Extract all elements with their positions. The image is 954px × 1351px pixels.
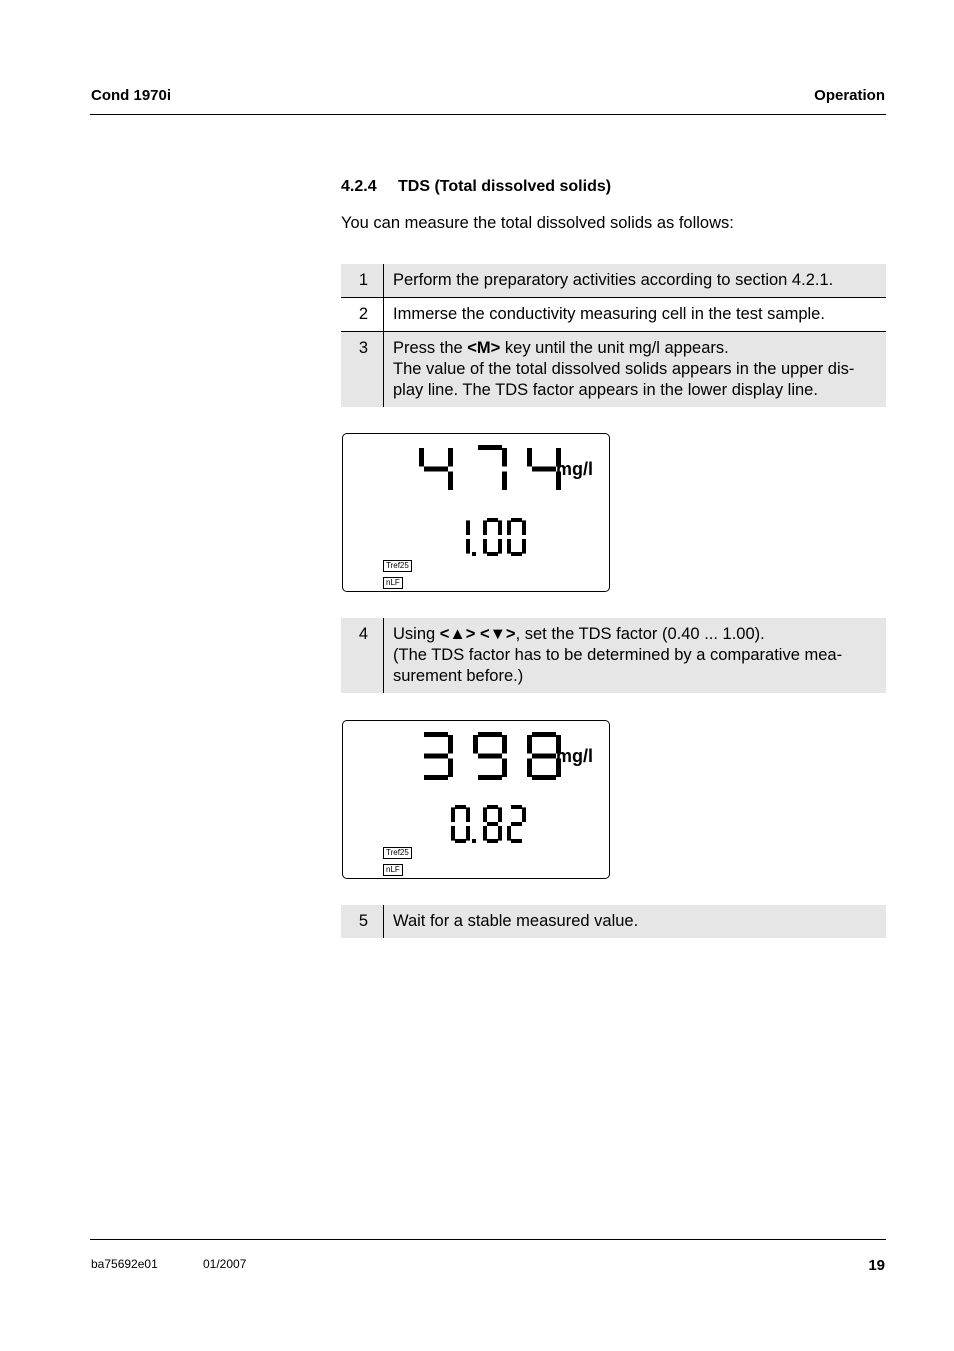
step-text-part: (The TDS factor has to be determined by a comparative mea- <box>393 646 843 664</box>
lcd-segment <box>507 539 511 554</box>
lcd-segment <box>527 448 532 467</box>
header-product: Cond 1970i <box>91 87 172 104</box>
lcd-segment <box>498 807 502 822</box>
indicator-nlf: nLF <box>383 864 403 876</box>
lcd-segment <box>522 539 526 554</box>
lcd-segment <box>498 539 502 554</box>
lcd-segment <box>478 445 502 450</box>
step-text-part: Using <box>393 625 440 643</box>
lcd-segment <box>511 805 522 809</box>
lcd-segment <box>502 448 507 467</box>
lcd-segment <box>511 839 522 843</box>
lcd-segment <box>424 467 448 472</box>
lcd-segment <box>448 472 453 491</box>
lcd-display-1 <box>342 433 610 592</box>
step-number: 5 <box>341 905 384 938</box>
lcd-segment <box>483 520 487 535</box>
step-row <box>341 298 886 332</box>
step-row <box>341 264 886 298</box>
lcd-display-2 <box>342 720 610 879</box>
step-row <box>341 332 886 407</box>
steps-table-3 <box>341 905 886 938</box>
lcd-decimal-point <box>472 552 476 556</box>
lcd-segment <box>448 448 453 467</box>
step-row <box>341 618 886 693</box>
lcd-segment <box>424 732 448 737</box>
lcd-segment <box>466 807 470 822</box>
lcd-segment <box>507 826 511 841</box>
footer-rule <box>90 1239 886 1240</box>
lcd-segment <box>419 448 424 467</box>
lcd-segment <box>483 807 487 822</box>
step-text: Wait for a stable measured value. <box>393 912 639 930</box>
step-text-part: key until the unit mg/l appears. <box>500 339 729 357</box>
steps-table-2 <box>341 618 886 693</box>
step-row <box>341 905 886 938</box>
lcd-segment <box>451 807 455 822</box>
lcd-segment <box>527 759 532 778</box>
lcd-segment <box>478 754 502 759</box>
lcd-segment <box>424 754 448 759</box>
lcd-segment <box>507 520 511 535</box>
lcd-segment <box>487 805 498 809</box>
key-label: <▲> <▼> <box>439 625 516 643</box>
unit-label: mg/l <box>556 459 594 479</box>
step-number: 4 <box>341 618 384 693</box>
lcd-segment <box>466 539 470 554</box>
step-number: 2 <box>341 298 384 331</box>
lcd-segment <box>455 805 466 809</box>
lcd-segment <box>532 732 556 737</box>
step-text-part: play line. The TDS factor appears in the lower display line. <box>393 381 818 399</box>
lcd-segment <box>522 807 526 822</box>
steps-table-1 <box>341 264 886 407</box>
indicator-nlf: nLF <box>383 577 403 589</box>
lcd-segment <box>532 775 556 780</box>
lcd-segment <box>502 472 507 491</box>
lcd-segment <box>466 520 470 535</box>
indicator-tref25: Tref25 <box>383 847 412 859</box>
footer-doc-number: ba75692e01 <box>91 1257 158 1271</box>
lcd-segment <box>448 759 453 778</box>
lcd-segment <box>478 732 502 737</box>
lcd-segment <box>532 467 556 472</box>
step-text <box>384 332 886 407</box>
lcd-segment <box>511 552 522 556</box>
lcd-segment <box>487 552 498 556</box>
lcd-segment <box>466 826 470 841</box>
lcd-segment <box>522 520 526 535</box>
step-number: 1 <box>341 264 384 297</box>
lcd-segment <box>498 826 502 841</box>
lcd-segment <box>502 759 507 778</box>
lcd-segment <box>487 839 498 843</box>
lcd-segment <box>478 775 502 780</box>
intro-text: You can measure the total dissolved solids as follows: <box>341 214 734 232</box>
section-title-text: TDS (Total dissolved solids) <box>398 178 612 195</box>
header-rule <box>90 114 886 115</box>
step-text-part: , set the TDS factor (0.40 ... 1.00). <box>515 625 765 643</box>
footer-date: 01/2007 <box>203 1257 247 1271</box>
lcd-segment <box>483 539 487 554</box>
lcd-segment <box>448 735 453 754</box>
step-text <box>384 618 886 693</box>
lcd-segment <box>483 826 487 841</box>
step-text: Perform the preparatory activities according to section 4.2.1. <box>393 271 834 289</box>
lcd-decimal-point <box>472 839 476 843</box>
page-number: 19 <box>868 1257 885 1274</box>
lcd-segment <box>451 826 455 841</box>
lcd-segment <box>424 775 448 780</box>
lcd-segment <box>527 735 532 754</box>
lcd-segment <box>511 822 522 826</box>
lcd-segment <box>532 754 556 759</box>
unit-label: mg/l <box>556 746 594 766</box>
step-text-part: The value of the total dissolved solids appears in the upper dis- <box>393 360 855 378</box>
step-text: Immerse the conductivity measuring cell in the test sample. <box>393 305 825 323</box>
section-title <box>341 178 611 196</box>
step-text-part: Press the <box>393 339 468 357</box>
section-number: 4.2.4 <box>341 178 377 195</box>
lcd-segment <box>473 735 478 754</box>
step-text-part: surement before.) <box>393 667 524 685</box>
step-number: 3 <box>341 332 384 407</box>
indicator-tref25: Tref25 <box>383 560 412 572</box>
lcd-segment <box>511 518 522 522</box>
lcd-segment <box>502 735 507 754</box>
lcd-segment <box>498 520 502 535</box>
lcd-segment <box>455 839 466 843</box>
key-label: <M> <box>467 339 501 357</box>
lcd-segment <box>487 518 498 522</box>
lcd-segment <box>487 822 498 826</box>
header-chapter: Operation <box>814 87 885 104</box>
